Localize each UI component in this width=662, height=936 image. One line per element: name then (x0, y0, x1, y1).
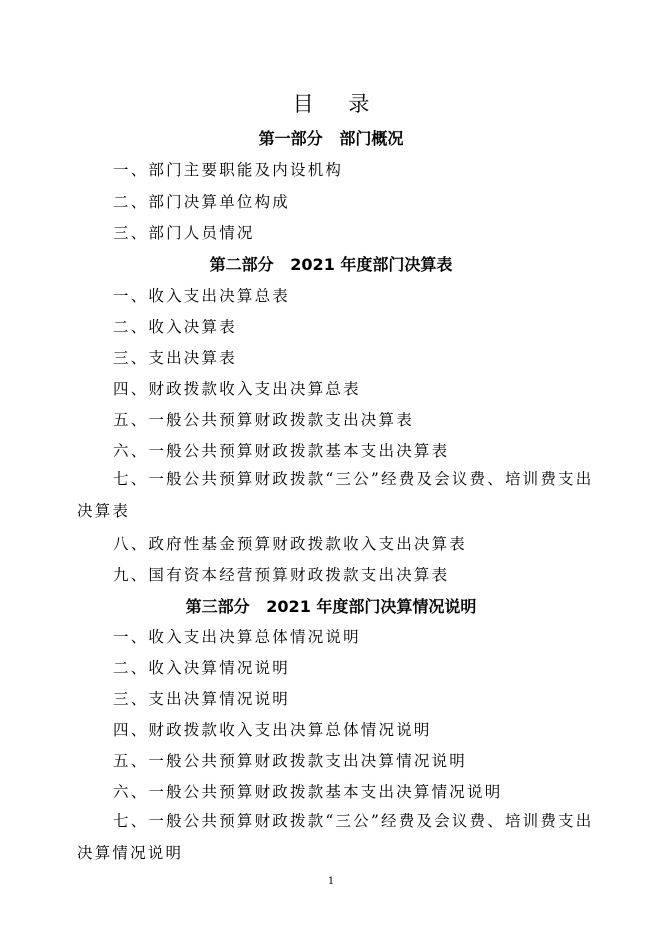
toc-item: 四、财政拨款收入支出决算总表 (113, 380, 361, 398)
toc-item: 三、支出决算情况说明 (113, 690, 291, 708)
toc-item: 三、部门人员情况 (113, 224, 255, 242)
part-3-heading: 第三部分 2021 年度部门决算情况说明 (185, 597, 477, 616)
toc-item: 八、政府性基金预算财政拨款收入支出决算表 (113, 535, 468, 553)
toc-item: 一、收入支出决算总体情况说明 (113, 628, 361, 646)
toc-item: 五、一般公共预算财政拨款支出决算情况说明 (113, 752, 468, 770)
toc-item: 七、一般公共预算财政拨款“三公”经费及会议费、培训费支出决算表 (77, 470, 594, 520)
toc-item: 六、一般公共预算财政拨款基本支出决算情况说明 (113, 783, 503, 801)
toc-item: 七、一般公共预算财政拨款“三公”经费及会议费、培训费支出决算情况说明 (77, 812, 594, 862)
toc-item: 二、部门决算单位构成 (113, 193, 291, 211)
toc-item: 一、收入支出决算总表 (113, 287, 291, 305)
toc-item: 二、收入决算情况说明 (113, 659, 291, 677)
toc-item: 一、部门主要职能及内设机构 (113, 161, 344, 179)
page-number: 1 (327, 876, 335, 887)
toc-item: 六、一般公共预算财政拨款基本支出决算表 (113, 442, 450, 460)
toc-item: 九、国有资本经营预算财政拨款支出决算表 (113, 566, 450, 584)
toc-item: 四、财政拨款收入支出决算总体情况说明 (113, 721, 432, 739)
part-1-heading: 第一部分 部门概况 (258, 129, 404, 148)
toc-item: 二、收入决算表 (113, 318, 237, 336)
part-2-heading: 第二部分 2021 年度部门决算表 (209, 255, 453, 274)
toc-item: 三、支出决算表 (113, 349, 237, 367)
toc-title: 目 录 (292, 92, 384, 116)
toc-item: 五、一般公共预算财政拨款支出决算表 (113, 411, 414, 429)
